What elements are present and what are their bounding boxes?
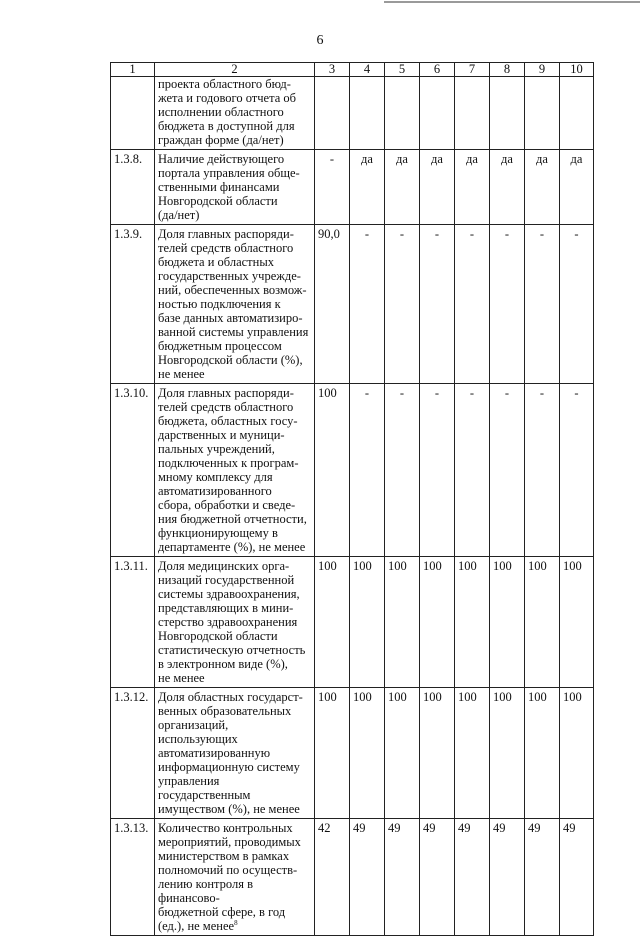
description-line: Наличие действующего [158,152,285,166]
description-line: венных образовательных [158,704,292,718]
description-line: лению контроля в финансово- [158,877,253,905]
value-cell: 100 [560,557,594,688]
header-cell: 6 [420,63,455,77]
value-cell: 49 [455,819,490,936]
value-cell: - [525,384,560,557]
value-cell [385,77,420,150]
description-line: ванной системы управления [158,325,309,339]
value-cell [525,77,560,150]
description-line: (да/нет) [158,208,200,222]
description-line: департаменте (%), не менее [158,540,306,554]
value-cell: - [560,384,594,557]
value-cell: 49 [420,819,455,936]
description-line: жета и годового отчета об [158,91,296,105]
description-line: исполнении областного [158,105,284,119]
row-number: 1.3.9. [111,225,155,384]
description-line: полномочий по осуществ- [158,863,298,877]
value-cell: 100 [420,557,455,688]
value-cell: - [420,384,455,557]
description-line: ностью подключения к [158,297,281,311]
description-line: бюджета в доступной для [158,119,295,133]
description-line: не менее [158,671,205,685]
value-cell: 100 [315,557,350,688]
description-line: портала управления обще- [158,166,300,180]
row-number: 1.3.8. [111,150,155,225]
value-cell: 100 [560,688,594,819]
description-line: низаций государственной [158,573,295,587]
description-line: дарственных и муници- [158,428,285,442]
value-cell: 100 [315,384,350,557]
table-row [111,819,594,936]
value-cell: 49 [490,819,525,936]
description-line: автоматизированного [158,484,272,498]
table-row [111,225,594,384]
header-cell: 9 [525,63,560,77]
value-cell: 100 [350,688,385,819]
description-line: проекта областного бюд- [158,77,291,91]
table-row [111,77,594,150]
value-cell: - [350,225,385,384]
value-cell: да [490,150,525,225]
value-cell: 100 [455,688,490,819]
value-cell: - [490,225,525,384]
value-cell: 49 [525,819,560,936]
value-cell: - [455,225,490,384]
value-cell: 100 [525,688,560,819]
row-description [155,688,315,819]
value-cell: 100 [385,688,420,819]
table-row [111,384,594,557]
value-cell: да [560,150,594,225]
description-line: бюджетной сфере, в год [158,905,286,919]
value-cell: - [525,225,560,384]
value-cell [455,77,490,150]
footnote-marker: 8 [234,918,238,927]
description-line: пальных учреждений, [158,442,275,456]
description-line: не менее [158,367,205,381]
value-cell: - [420,225,455,384]
description-line: автоматизированную [158,746,271,760]
value-cell: 100 [525,557,560,688]
value-cell [490,77,525,150]
row-description [155,150,315,225]
description-line: подключенных к програм- [158,456,299,470]
header-cell: 8 [490,63,525,77]
value-cell: 49 [350,819,385,936]
table-row [111,150,594,225]
value-cell: 49 [385,819,420,936]
description-line: в электронном виде (%), [158,657,288,671]
description-line: мному комплексу для [158,470,273,484]
description-line: телей средств областного [158,400,294,414]
description-line: базе данных автоматизиро- [158,311,303,325]
description-line: имуществом (%), не менее [158,802,300,816]
value-cell: - [350,384,385,557]
value-cell: да [455,150,490,225]
description-line: мероприятий, проводимых [158,835,301,849]
header-cell: 2 [155,63,315,77]
description-line: Доля областных государст- [158,690,303,704]
header-row [111,63,594,77]
value-cell [350,77,385,150]
value-cell [560,77,594,150]
description-line: бюджета, областных госу- [158,414,298,428]
value-cell: да [420,150,455,225]
description-line: ний, обеспеченных возмож- [158,283,307,297]
value-cell: 100 [455,557,490,688]
description-line: системы здравоохранения, [158,587,300,601]
value-cell: 42 [315,819,350,936]
value-cell: - [315,150,350,225]
value-cell: 100 [490,557,525,688]
description-line: государственных учрежде- [158,269,301,283]
header-cell: 10 [560,63,594,77]
row-description [155,557,315,688]
description-line: бюджета и областных [158,255,274,269]
description-line: граждан форме (да/нет) [158,133,284,147]
description-line-text: (ед.), не менее [158,919,235,933]
row-number: 1.3.12. [111,688,155,819]
description-line: статистическую отчетность [158,643,306,657]
table-row [111,688,594,819]
scan-edge-line [384,1,640,3]
description-line: представляющих в мини- [158,601,294,615]
row-description [155,384,315,557]
value-cell: 100 [350,557,385,688]
header-cell: 3 [315,63,350,77]
header-cell: 4 [350,63,385,77]
value-cell: да [350,150,385,225]
description-line: Новгородской области [158,194,278,208]
description-line: министерством в рамках [158,849,290,863]
description-line: управления государственным [158,774,251,802]
indicators-table [110,62,594,936]
description-line: информационную систему [158,760,300,774]
description-line: организаций, использующих [158,718,238,746]
value-cell: да [525,150,560,225]
value-cell: - [560,225,594,384]
description-line: функционирующему в [158,526,278,540]
value-cell: 100 [420,688,455,819]
header-cell: 7 [455,63,490,77]
row-description [155,819,315,936]
description-line: Доля медицинских орга- [158,559,290,573]
header-cell: 5 [385,63,420,77]
row-description [155,225,315,384]
value-cell [315,77,350,150]
row-number: 1.3.10. [111,384,155,557]
description-line: телей средств областного [158,241,294,255]
value-cell: 90,0 [315,225,350,384]
description-line: ния бюджетной отчетности, [158,512,307,526]
description-line: стерство здравоохранения [158,615,298,629]
description-line: сбора, обработки и сведе- [158,498,296,512]
value-cell: - [385,225,420,384]
value-cell: да [385,150,420,225]
description-line: ственными финансами [158,180,280,194]
table-row [111,557,594,688]
value-cell: - [455,384,490,557]
description-line: Новгородской области (%), [158,353,303,367]
row-number: 1.3.13. [111,819,155,936]
value-cell: - [490,384,525,557]
value-cell [420,77,455,150]
header-cell: 1 [111,63,155,77]
value-cell: 49 [560,819,594,936]
page-number: 6 [316,33,324,48]
description-line: Новгородской области [158,629,278,643]
description-line: Количество контрольных [158,821,293,835]
row-number: 1.3.11. [111,557,155,688]
description-line: бюджетным процессом [158,339,282,353]
value-cell: 100 [490,688,525,819]
value-cell: - [385,384,420,557]
description-line: Доля главных распоряди- [158,227,294,241]
row-number [111,77,155,150]
description-line [158,919,311,933]
value-cell: 100 [315,688,350,819]
description-line: Доля главных распоряди- [158,386,294,400]
row-description [155,77,315,150]
value-cell: 100 [385,557,420,688]
